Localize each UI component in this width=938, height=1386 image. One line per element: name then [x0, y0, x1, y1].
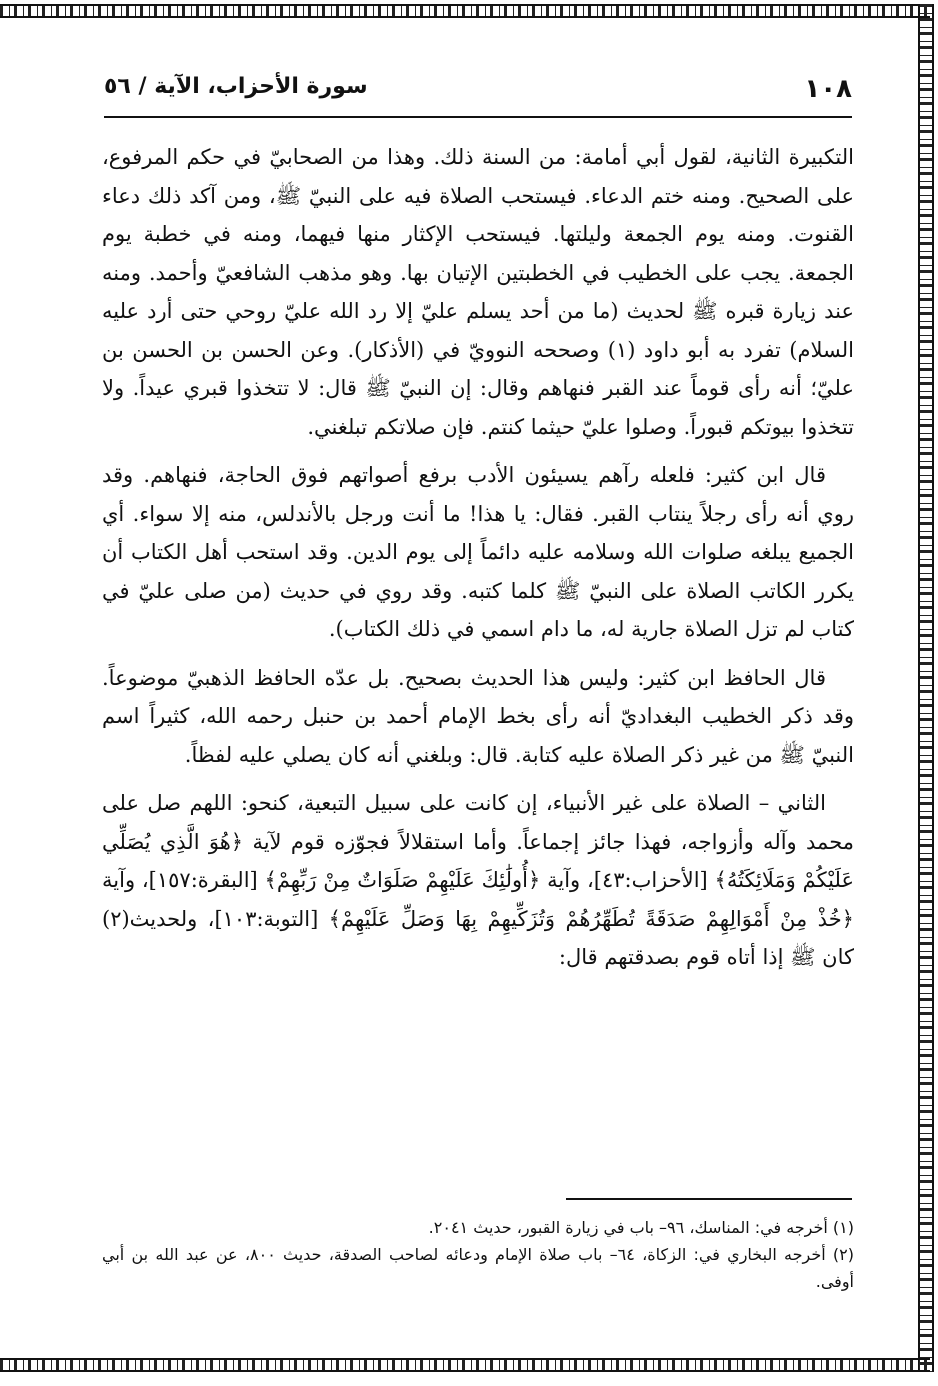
- header-divider: [104, 116, 852, 118]
- footnote: (١) أخرجه في: المناسك، ٩٦– باب في زيارة القبور، حديث ٢٠٤١.: [428, 1218, 854, 1237]
- main-text: [102, 138, 854, 987]
- paragraph: قال ابن كثير: فلعله رآهم يسيئون الأدب برفع أصواتهم فوق الحاجة، فنهاهم. وقد روي أنه رأى رجلاً ينتاب القبر. فقال: يا هذا! ما أنت ورجل بالأندلس، منه إلا سواء. أي الجميع يبلغه صلوات الله وسلامه عليه دائماً إلى يوم الدين. وقد استحب أهل الكتاب أن يكرر الكاتب الصلاة على النبيّ ﷺ كلما كتبه. وقد روي في حديث (من صلى عليّ في كتاب لم تزل الصلاة جارية له، ما دام اسمي في ذلك الكتاب).: [102, 463, 854, 641]
- paragraph: الثاني – الصلاة على غير الأنبياء، إن كانت على سبيل التبعية، كنحو: اللهم صل على محمد وآله وأزواجه، فهذا جائز إجماعاً. وأما استقلالاً فجوّزه قوم لآية ﴿هُوَ الَّذِي يُصَلِّي عَلَيْكُمْ وَمَلَائِكَتُهُ﴾ [الأحزاب:٤٣]، وآية ﴿أُولَٰئِكَ عَلَيْهِمْ صَلَوَاتٌ مِنْ رَبِّهِمْ﴾ [البقرة:١٥٧]، وآية ﴿خُذْ مِنْ أَمْوَالِهِمْ صَدَقَةً تُطَهِّرُهُمْ وَتُزَكِّيهِمْ بِهَا وَصَلِّ عَلَيْهِمْ﴾ [التوبة:١٠٣]، ولحديث(٢) كان ﷺ إذا أتاه قوم بصدقتهم قال:: [102, 791, 854, 969]
- footnote-divider: [566, 1198, 852, 1200]
- running-title: سورة الأحزاب، الآية / ٥٦: [104, 74, 368, 99]
- paragraph: التكبيرة الثانية، لقول أبي أمامة: من السنة ذلك. وهذا من الصحابيّ في حكم المرفوع، على الصحيح. ومنه ختم الدعاء. فيستحب الصلاة فيه على النبيّ ﷺ، ومن آكد ذلك دعاء القنوت. ومنه يوم الجمعة وليلتها. فيستحب الإكثار منها فيهما، ومنه في خطبة يوم الجمعة. يجب على الخطيب في الخطبتين الإتيان بها. وهو مذهب الشافعيّ وأحمد. ومنه عند زيارة قبره ﷺ لحديث (ما من أحد يسلم عليّ إلا رد الله عليّ روحي حتى أرد عليه السلام) تفرد به أبو داود (١) وصححه النوويّ في (الأذكار). وعن الحسن بن الحسن بن عليّ؛ أنه رأى قوماً عند القبر فنهاهم وقال: إن النبيّ ﷺ قال: لا تتخذوا قبري عيداً. ولا تتخذوا بيوتكم قبوراً. وصلوا عليّ حيثما كنتم. فإن صلاتكم تبلغني.: [102, 145, 855, 439]
- page-header: [104, 74, 852, 114]
- page-number: ١٠٨: [804, 74, 852, 104]
- paragraph: قال الحافظ ابن كثير: وليس هذا الحديث بصحيح. بل عدّه الحافظ الذهبيّ موضوعاً. وقد ذكر الخطيب البغداديّ أنه رأى بخط الإمام أحمد بن حنبل رحمه الله، كثيراً اسم النبيّ ﷺ من غير ذكر الصلاة عليه كتابة. قال: وبلغني أنه كان يصلي عليه لفظاً.: [102, 665, 854, 767]
- decorative-border-right: [918, 4, 934, 1372]
- footnote: (٢) أخرجه البخاري في: الزكاة، ٦٤– باب صلاة الإمام ودعائه لصاحب الصدقة، حديث ٨٠٠، عن عبد الله بن أبي أوفى.: [102, 1245, 855, 1291]
- footnotes: [102, 1214, 854, 1295]
- decorative-border-top: [0, 4, 930, 18]
- decorative-border-bottom: [0, 1358, 930, 1372]
